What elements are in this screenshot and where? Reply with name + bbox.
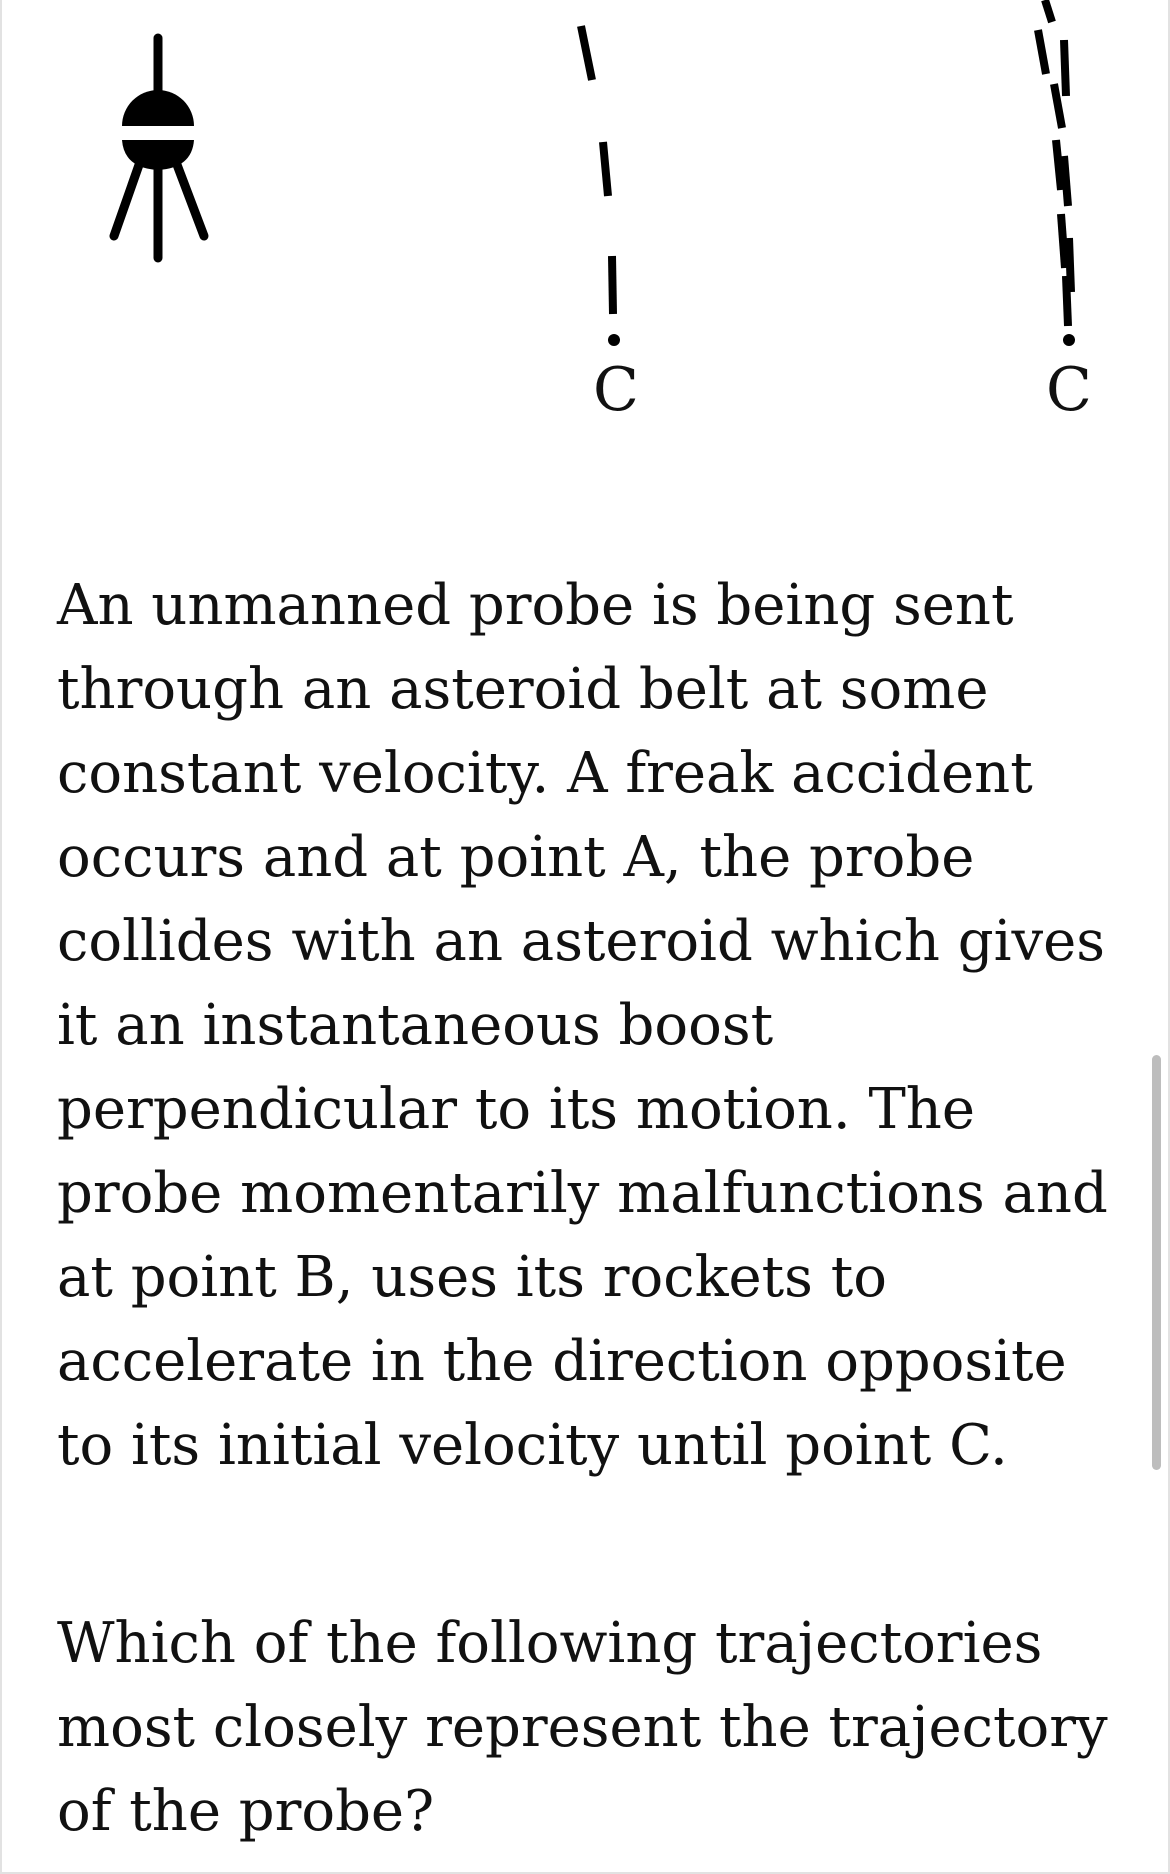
trajectory-path-middle: [581, 26, 620, 346]
question-prompt: Which of the following trajectories most closely represent the trajectory of the probe?: [57, 1611, 1108, 1844]
probe-icon: [114, 38, 204, 258]
point-c-dot-right: [1063, 334, 1075, 346]
point-c-dot-left: [608, 334, 620, 346]
question-description: An unmanned probe is being sent through an asteroid belt at some constant velocity. A freak accident occurs and at point A, the probe collides with an asteroid which gives it an instantaneous boost perpendicular to its motion. The probe momentarily malfunctions and at point B, uses its rockets to accelerate in the direction opposite to its initial velocity until point C.: [57, 573, 1108, 1478]
trajectory-path-right: [1038, 0, 1075, 346]
point-c-label-left: C: [593, 355, 639, 425]
scrollbar-thumb[interactable]: [1152, 1055, 1161, 1470]
point-c-label-right: C: [1046, 355, 1092, 425]
trajectory-figure: [2, 0, 1170, 440]
